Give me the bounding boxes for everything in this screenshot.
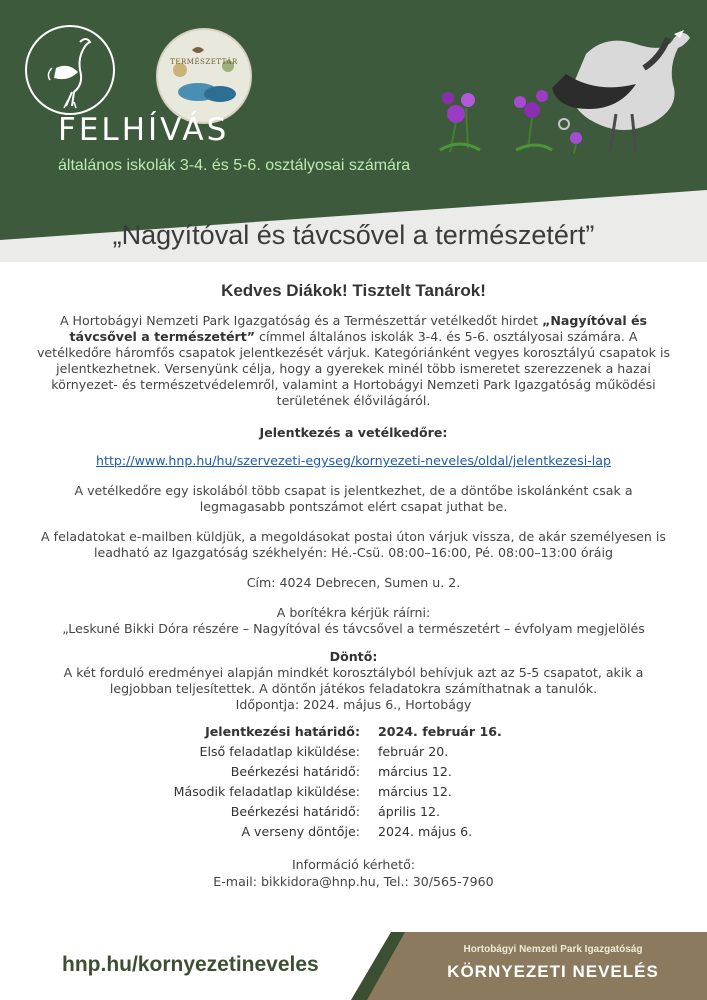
- termeszettar-logo-text: TERMÉSZETTÁR: [170, 58, 238, 66]
- registration-link[interactable]: http://www.hnp.hu/hu/szervezeti-egyseg/kornyezeti-neveles/oldal/jelentkezesi-lap: [96, 453, 611, 468]
- greeting: Kedves Diákok! Tisztelt Tanárok!: [221, 281, 486, 300]
- final-date: Időpontja: 2024. május 6., Hortobágy: [235, 697, 472, 712]
- deadline-label: Beérkezési határidő:: [230, 804, 360, 819]
- deadline-row: [0, 784, 707, 804]
- envelope-text: „Leskuné Bikki Dóra részére – Nagyítóval és távcsővel a természetért – évfolyam megjelölés: [62, 621, 645, 636]
- address: Cím: 4024 Debrecen, Sumen u. 2.: [246, 575, 461, 590]
- butterfly-icon: [158, 30, 250, 122]
- main-content: [0, 283, 707, 713]
- deadline-row: [0, 804, 707, 824]
- hnp-logo: [20, 20, 120, 120]
- page-title: FELHÍVÁS: [58, 112, 230, 148]
- deadline-label: Első feladatlap kiküldése:: [199, 744, 360, 759]
- contact-info: [0, 856, 707, 890]
- deadline-row: [0, 824, 707, 844]
- intro-paragraph: [34, 313, 674, 409]
- footer-url[interactable]: hnp.hu/kornyezetineveles: [62, 953, 319, 976]
- deadline-label: Jelentkezési határidő:: [205, 724, 360, 739]
- competition-title: „Nagyítóval és távcsővel a természetért”: [112, 220, 595, 250]
- deadline-value: április 12.: [378, 804, 440, 819]
- intro-text-end: címmel általános iskolák 3-4. és 5-6. osztályosai számára. A vetélkedőre háromfős csapatok jelentkezését várjuk. Kategóriánként vegyes korosztályú csapatok is jelentkezhetnek. Versenyünk célja, hogy a gyerekek minél több ismeretet szerezzenek a hazai környezet- és természetvédelemről, valamint a Hortobágyi Nemzeti Park Igazgatóság működési területének élővilágáról.: [36, 329, 671, 408]
- deadline-value: március 12.: [378, 764, 452, 779]
- contact-heading: Információ kérhető:: [291, 857, 416, 872]
- deadline-value: március 12.: [378, 784, 452, 799]
- deadline-value: 2024. február 16.: [378, 724, 502, 739]
- termeszettar-logo: [156, 28, 252, 124]
- intro-text-start: A Hortobágyi Nemzeti Park Igazgatóság és a Természettár vetélkedőt hirdet: [59, 313, 543, 328]
- final-text: A két forduló eredményei alapján mindkét korosztályból behívjuk azt az 5-5 csapatot, akik a legjobban teljesítettek. A döntőn játékos feladatokra számíthatnak a tanulók.: [63, 665, 644, 696]
- deadline-label: A verseny döntője:: [241, 824, 360, 839]
- registration-heading: Jelentkezés a vetélkedőre:: [259, 425, 448, 440]
- footer-organization: Hortobágyi Nemzeti Park Igazgatóság: [463, 944, 643, 955]
- deadline-value: február 20.: [378, 744, 449, 759]
- envelope-heading: A borítékra kérjük ráírni:: [276, 605, 431, 620]
- intro-competition-name: „Nagyítóval és távcsővel a természetért”: [69, 313, 648, 344]
- deadline-row: [0, 744, 707, 764]
- deadline-row: [0, 764, 707, 784]
- deadline-label: Második feladatlap kiküldése:: [173, 784, 360, 799]
- footer-department: KÖRNYEZETI NEVELÉS: [447, 962, 659, 981]
- crane-illustration: [436, 14, 698, 154]
- deadlines-table: [0, 724, 707, 844]
- teams-note: A vetélkedőre egy iskolából több csapat is jelentkezhet, de a döntőbe iskolánként csak a legmagasabb pontszámot elért csapat juthat be.: [74, 483, 633, 514]
- header: [0, 0, 707, 262]
- deadline-row: [0, 724, 707, 744]
- deadline-value: 2024. május 6.: [378, 824, 473, 839]
- deadline-label: Beérkezési határidő:: [230, 764, 360, 779]
- final-heading: Döntő:: [329, 649, 378, 664]
- submission-note: A feladatokat e-mailben küldjük, a megoldásokat postai úton várjuk vissza, de akár személyesen is leadható az Igazgatóság székhelyén: Hé.-Csü. 08:00–16:00, Pé. 08:00–13:00 óráig: [41, 529, 666, 560]
- page-subtitle: általános iskolák 3-4. és 5-6. osztályosai számára: [58, 157, 411, 174]
- contact-details: E-mail: bikkidora@hnp.hu, Tel.: 30/565-7960: [213, 874, 494, 889]
